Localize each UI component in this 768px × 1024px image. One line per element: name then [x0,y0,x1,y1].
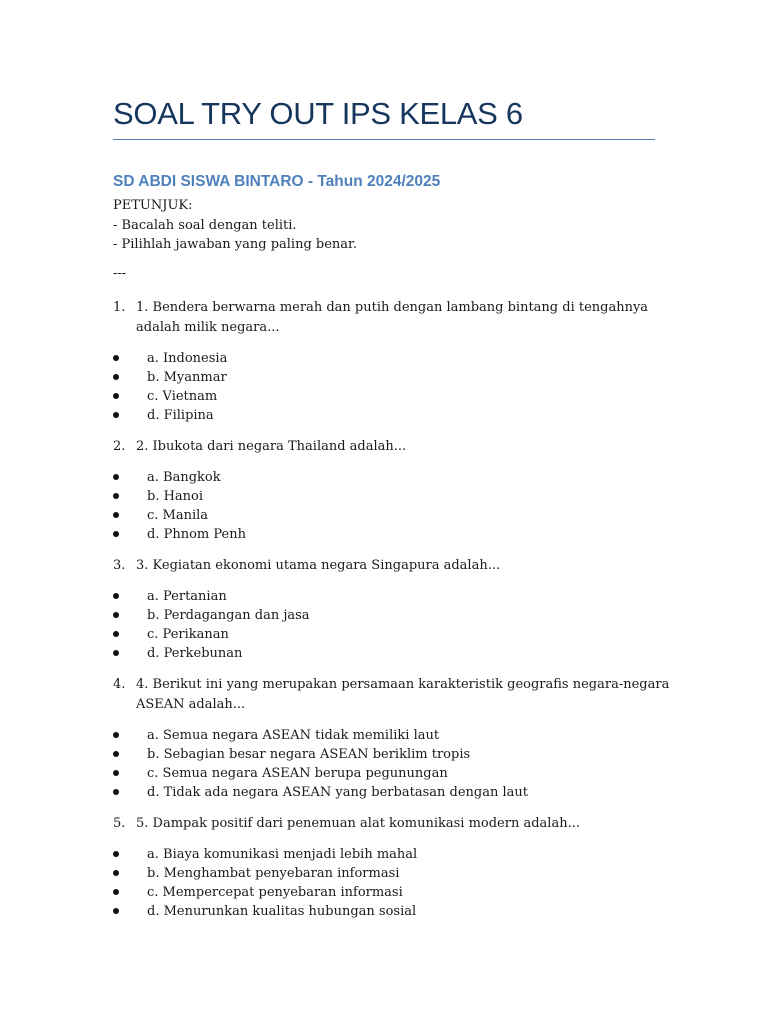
option-text: d. Phnom Penh [147,527,246,542]
option-item [113,764,673,783]
option-item [113,644,673,663]
bullet-icon [113,851,119,857]
document-subtitle: SD ABDI SISWA BINTARO - Tahun 2024/2025 [113,173,441,190]
instruction-line: - Pilihlah jawaban yang paling benar. [113,237,357,252]
bullet-icon [113,908,119,914]
option-text: a. Bangkok [147,470,221,485]
option-text: a. Pertanian [147,589,227,604]
option-item [113,387,673,406]
bullet-icon [113,650,119,656]
option-text: a. Semua negara ASEAN tidak memiliki laut [147,728,440,743]
bullet-icon [113,531,119,537]
option-text: d. Tidak ada negara ASEAN yang berbatasan dengan laut [147,785,528,800]
option-text: b. Sebagian besar negara ASEAN beriklim tropis [147,747,471,762]
option-item [113,845,673,864]
option-list [113,726,673,802]
option-item [113,487,673,506]
bullet-icon [113,593,119,599]
option-text: a. Indonesia [147,351,228,366]
option-text: d. Perkebunan [147,646,243,661]
option-text: c. Mempercepat penyebaran informasi [147,885,403,900]
option-text: a. Biaya komunikasi menjadi lebih mahal [147,847,418,862]
question-text: 4. Berikut ini yang merupakan persamaan karakteristik geografis negara-negara ASEAN adalah... [136,677,670,712]
title-underline [113,139,655,140]
option-item [113,349,673,368]
option-item [113,506,673,525]
option-item [113,625,673,644]
option-text: d. Filipina [147,408,214,423]
bullet-icon [113,474,119,480]
bullet-icon [113,393,119,399]
option-text: c. Manila [147,508,209,523]
bullet-icon [113,770,119,776]
question-text: 3. Kegiatan ekonomi utama negara Singapura adalah... [136,558,501,573]
option-item [113,883,673,902]
option-item [113,587,673,606]
option-list [113,349,673,425]
option-text: c. Semua negara ASEAN berupa pegunungan [147,766,448,781]
option-item [113,902,673,921]
bullet-icon [113,512,119,518]
option-text: b. Hanoi [147,489,204,504]
bullet-icon [113,612,119,618]
bullet-icon [113,374,119,380]
question-item [113,675,673,715]
option-text: b. Perdagangan dan jasa [147,608,310,623]
bullet-icon [113,355,119,361]
option-text: d. Menurunkan kualitas hubungan sosial [147,904,417,919]
bullet-icon [113,732,119,738]
question-number: 3. [113,558,126,573]
bullet-icon [113,412,119,418]
instruction-line: - Bacalah soal dengan teliti. [113,217,297,233]
question-text: 2. Ibukota dari negara Thailand adalah... [136,439,407,454]
question-number: 1. [113,300,126,315]
option-text: c. Perikanan [147,627,229,642]
question-item [113,437,673,457]
bullet-icon [113,789,119,795]
option-item [113,726,673,745]
option-list [113,468,673,544]
option-item [113,406,673,425]
option-item [113,783,673,802]
option-list [113,845,673,921]
question-item [113,298,673,338]
instructions-heading: PETUNJUK: [113,198,193,213]
option-item [113,606,673,625]
option-item [113,864,673,883]
option-item [113,368,673,387]
option-item [113,525,673,544]
bullet-icon [113,493,119,499]
document-title: SOAL TRY OUT IPS KELAS 6 [113,96,523,131]
question-item [113,814,673,834]
question-list [113,298,673,933]
question-number: 5. [113,816,126,831]
question-text: 1. Bendera berwarna merah dan putih dengan lambang bintang di tengahnya adalah milik negara... [136,300,649,335]
bullet-icon [113,751,119,757]
question-item [113,556,673,576]
option-item [113,468,673,487]
instructions-block [113,196,357,255]
option-list [113,587,673,663]
question-text: 5. Dampak positif dari penemuan alat komunikasi modern adalah... [136,816,580,831]
option-text: b. Menghambat penyebaran informasi [147,866,400,881]
option-item [113,745,673,764]
option-text: b. Myanmar [147,370,227,385]
bullet-icon [113,631,119,637]
bullet-icon [113,889,119,895]
question-number: 2. [113,439,126,454]
bullet-icon [113,870,119,876]
option-text: c. Vietnam [147,389,218,404]
section-separator: --- [113,266,127,281]
question-number: 4. [113,677,126,692]
